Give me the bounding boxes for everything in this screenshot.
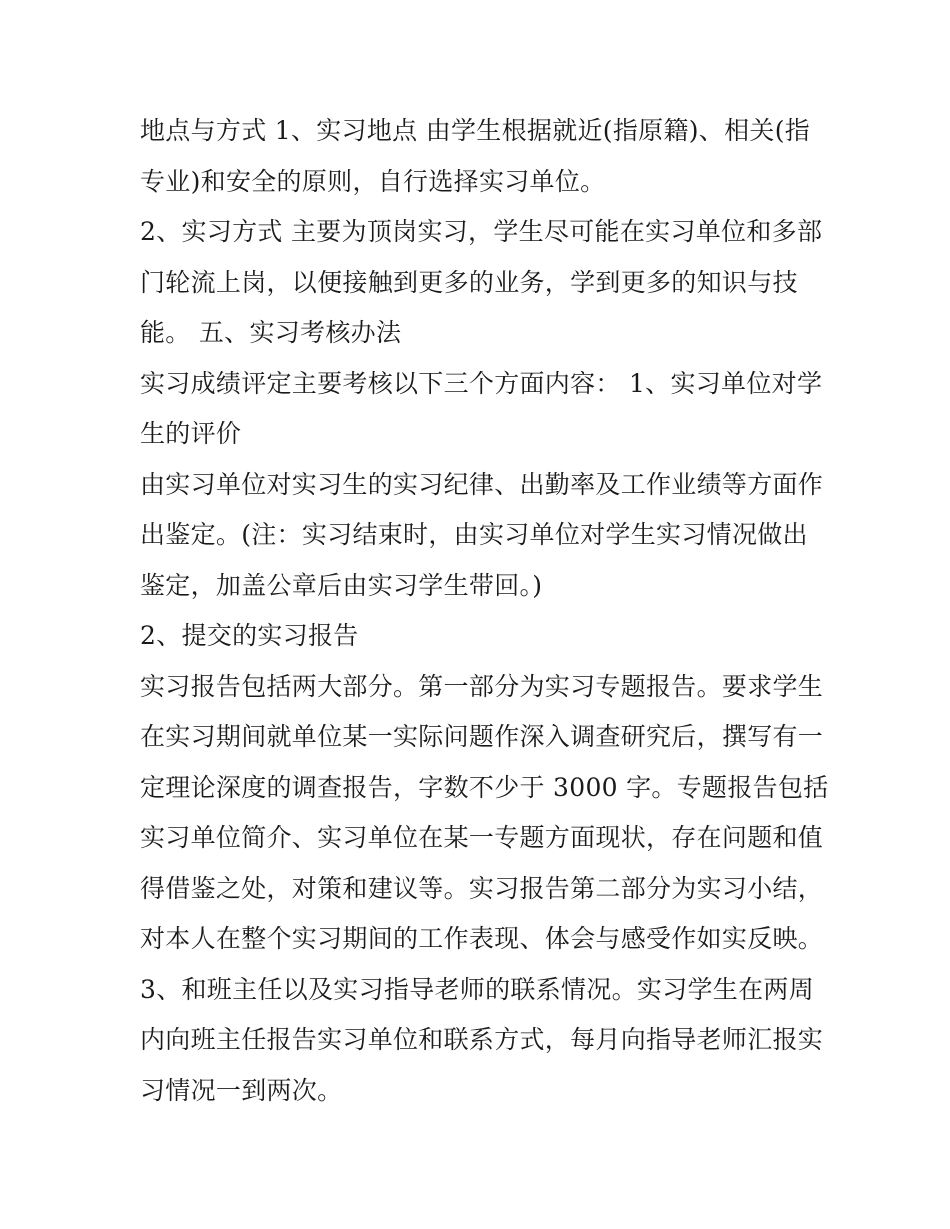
text-line: 由实习单位对实习生的实习纪律、出勤率及工作业绩等方面作 <box>140 469 824 499</box>
text-line: 实习成绩评定主要考核以下三个方面内容： 1、实习单位对学 <box>140 368 823 398</box>
text-line: 2、提交的实习报告 <box>140 621 359 650</box>
text-line: 能。 五、实习考核办法 <box>140 318 402 347</box>
text-line: 内向班主任报告实习单位和联系方式，每月向指导老师汇报实 <box>140 1025 824 1054</box>
text-line: 2、实习方式 主要为顶岗实习，学生尽可能在实习单位和多部 <box>140 217 823 246</box>
text-line: 对本人在整个实习期间的工作表现、体会与感受作如实反映。 <box>140 924 824 953</box>
text-line: 出鉴定。(注：实习结束时，由实习单位对学生实习情况做出 <box>140 520 808 549</box>
text-line: 门轮流上岗，以便接触到更多的业务，学到更多的知识与技 <box>140 267 798 297</box>
text-line: 鉴定，加盖公章后由实习学生带回。) <box>140 570 543 600</box>
text-line: 地点与方式 1、实习地点 由学生根据就近(指原籍)、相关(指 <box>140 116 811 145</box>
text-line: 实习单位简介、实习单位在某一专题方面现状，存在问题和值 <box>140 823 824 852</box>
text-line: 实习报告包括两大部分。第一部分为实习专题报告。要求学生 <box>140 671 824 701</box>
text-line: 得借鉴之处，对策和建议等。实习报告第二部分为实习小结， <box>140 873 824 903</box>
text-line: 生的评价 <box>140 419 242 448</box>
document-body <box>140 106 829 1116</box>
text-line: 专业)和安全的原则，自行选择实习单位。 <box>140 166 606 196</box>
text-line: 习情况一到两次。 <box>140 1075 343 1105</box>
text-line: 定理论深度的调查报告，字数不少于 3000 字。专题报告包括 <box>140 772 829 802</box>
text-line: 3、和班主任以及实习指导老师的联系情况。实习学生在两周 <box>140 974 815 1004</box>
text-line: 在实习期间就单位某一实际问题作深入调查研究后，撰写有一 <box>140 722 824 751</box>
